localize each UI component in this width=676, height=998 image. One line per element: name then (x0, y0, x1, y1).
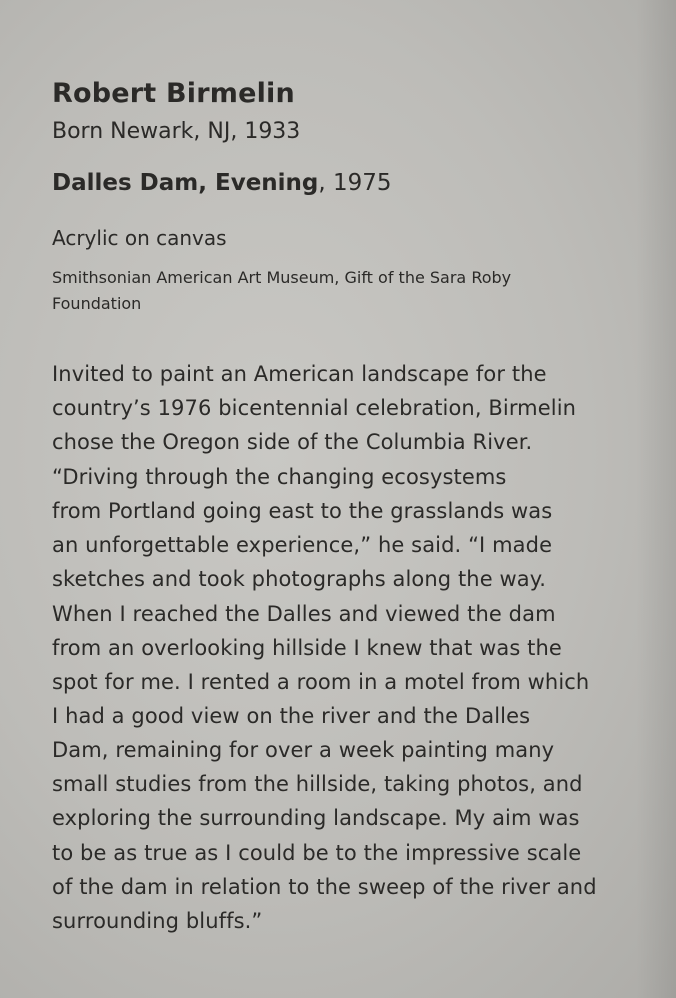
artwork-medium: Acrylic on canvas (52, 226, 227, 250)
credit-line: Smithsonian American Art Museum, Gift of the Sara Roby (52, 268, 512, 287)
description-line: from an overlooking hillside I knew that was the (52, 636, 562, 660)
artwork-date: , 1975 (318, 170, 392, 196)
description-line: of the dam in relation to the sweep of the river and (52, 875, 597, 899)
description-line: Invited to paint an American landscape for the (52, 362, 547, 386)
description-line: surrounding bluffs.” (52, 909, 263, 933)
artwork-title-line (52, 170, 392, 196)
description-line: from Portland going east to the grasslands was (52, 499, 553, 523)
description-line: small studies from the hillside, taking photos, and (52, 772, 583, 796)
description-line: sketches and took photographs along the way. (52, 567, 547, 591)
description-line: I had a good view on the river and the Dalles (52, 704, 531, 728)
description-line: exploring the surrounding landscape. My aim was (52, 806, 580, 830)
artist-birth-info: Born Newark, NJ, 1933 (52, 119, 301, 144)
description-line: spot for me. I rented a room in a motel from which (52, 670, 590, 694)
description-line: an unforgettable experience,” he said. “I made (52, 533, 553, 557)
description-line: chose the Oregon side of the Columbia River. (52, 430, 533, 454)
artist-name: Robert Birmelin (52, 78, 295, 109)
description-line: country’s 1976 bicentennial celebration, Birmelin (52, 396, 577, 420)
description-line: Dam, remaining for over a week painting many (52, 738, 555, 762)
credit-line: Foundation (52, 294, 142, 313)
description-line: When I reached the Dalles and viewed the dam (52, 602, 556, 626)
artwork-title: Dalles Dam, Evening (52, 170, 319, 196)
description-line: to be as true as I could be to the impressive scale (52, 841, 582, 865)
description-line: “Driving through the changing ecosystems (52, 465, 507, 489)
